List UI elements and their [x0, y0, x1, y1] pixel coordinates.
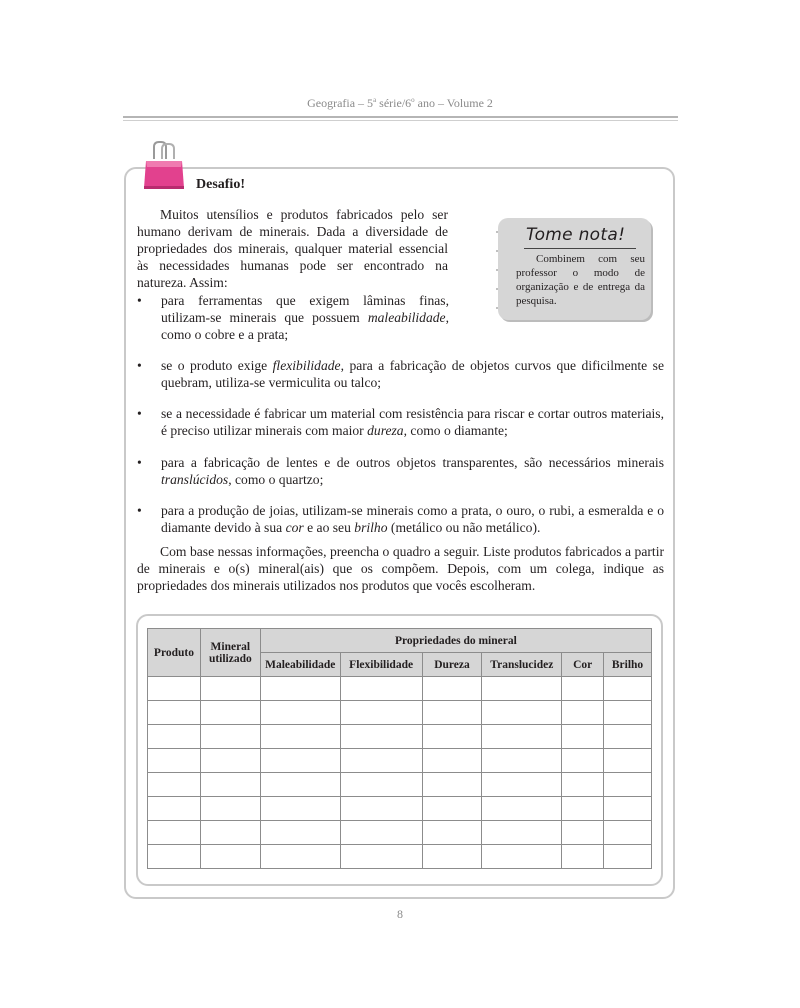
table-cell[interactable]: [562, 821, 604, 845]
table-cell[interactable]: [422, 701, 482, 725]
col-header-brilho: Brilho: [604, 653, 652, 677]
table-cell[interactable]: [148, 773, 201, 797]
table-cell[interactable]: [340, 749, 422, 773]
table-cell[interactable]: [148, 677, 201, 701]
table-cell[interactable]: [148, 749, 201, 773]
table-cell[interactable]: [482, 749, 562, 773]
table-cell[interactable]: [200, 821, 260, 845]
bullet-icon: •: [137, 358, 142, 373]
table-row: [148, 701, 652, 725]
note-card: [498, 218, 651, 320]
table-cell[interactable]: [482, 797, 562, 821]
table-cell[interactable]: [482, 725, 562, 749]
table-cell[interactable]: [340, 821, 422, 845]
col-header-produto: Produto: [148, 629, 201, 677]
table-cell[interactable]: [260, 725, 340, 749]
table-cell[interactable]: [260, 701, 340, 725]
table-cell[interactable]: [562, 749, 604, 773]
table-cell[interactable]: [482, 773, 562, 797]
table-cell[interactable]: [562, 797, 604, 821]
table-cell[interactable]: [260, 845, 340, 869]
note-body: Combinem com seu professor o modo de organização e de entrega da pesquisa.: [516, 253, 645, 307]
table-row: [148, 845, 652, 869]
table-cell[interactable]: [260, 797, 340, 821]
table-cell[interactable]: [422, 821, 482, 845]
table-cell[interactable]: [200, 677, 260, 701]
list-item: • para a produção de joias, utilizam-se minerais como a prata, o ouro, o rubi, a esmeralda e o diamante devido à sua cor e ao seu brilho (metálico ou não metálico).: [137, 503, 664, 535]
table-cell[interactable]: [482, 677, 562, 701]
table-cell[interactable]: [562, 701, 604, 725]
table-cell[interactable]: [340, 701, 422, 725]
properties-table: [147, 628, 652, 869]
table-row: [148, 749, 652, 773]
instructions-paragraph: Com base nessas informações, preencha o quadro a seguir. Liste produtos fabricados a partir de minerais e o(s) mineral(ais) que os compõem. Depois, com um colega, indique as propriedades dos minerais utilizados nos produtos que vocês escolheram.: [137, 544, 664, 593]
table-cell[interactable]: [148, 797, 201, 821]
table-cell[interactable]: [148, 821, 201, 845]
table-row: [148, 677, 652, 701]
list-item: • para ferramentas que exigem lâminas finas, utilizam-se minerais que possuem maleabilidade, como o cobre e a prata;: [137, 293, 449, 342]
table-cell[interactable]: [482, 845, 562, 869]
bullet-icon: •: [137, 503, 142, 518]
list-item: • se o produto exige flexibilidade, para a fabricação de objetos curvos que dificilmente se quebram, utiliza-se vermiculita ou talco;: [137, 358, 664, 390]
table-cell[interactable]: [482, 701, 562, 725]
table-cell[interactable]: [482, 821, 562, 845]
table-cell[interactable]: [200, 797, 260, 821]
table-cell[interactable]: [422, 725, 482, 749]
col-header-cor: Cor: [562, 653, 604, 677]
bullet-icon: •: [137, 455, 142, 470]
table-cell[interactable]: [200, 725, 260, 749]
table-cell[interactable]: [562, 677, 604, 701]
bullet-icon: •: [137, 406, 142, 421]
list-item: • para a fabricação de lentes e de outros objetos transparentes, são necessários minerais translúcidos, como o quartzo;: [137, 455, 664, 487]
table-cell[interactable]: [200, 845, 260, 869]
table-cell[interactable]: [604, 797, 652, 821]
col-header-maleabilidade: Maleabilidade: [260, 653, 340, 677]
col-header-dureza: Dureza: [422, 653, 482, 677]
bullet-icon: •: [137, 293, 142, 308]
table-row: [148, 797, 652, 821]
running-head: Geografia – 5$^a$ série/6$^o$ ano – Volume 2: [307, 96, 493, 110]
table-row: [148, 773, 652, 797]
table-cell[interactable]: [148, 845, 201, 869]
table-cell[interactable]: [148, 725, 201, 749]
table-cell[interactable]: [200, 701, 260, 725]
col-header-flexibilidade: Flexibilidade: [340, 653, 422, 677]
table-cell[interactable]: [562, 725, 604, 749]
table-cell[interactable]: [422, 677, 482, 701]
table-cell[interactable]: [604, 701, 652, 725]
group-header-propriedades: Propriedades do mineral: [260, 629, 651, 653]
table-cell[interactable]: [422, 845, 482, 869]
table-cell[interactable]: [604, 845, 652, 869]
table-cell[interactable]: [340, 797, 422, 821]
table-cell[interactable]: [260, 773, 340, 797]
section-heading: Desafio!: [196, 177, 245, 192]
table-cell[interactable]: [340, 725, 422, 749]
table-cell[interactable]: [148, 701, 201, 725]
table-cell[interactable]: [422, 749, 482, 773]
table-cell[interactable]: [604, 725, 652, 749]
table-cell[interactable]: [200, 749, 260, 773]
page-number: 8: [397, 907, 403, 921]
table-cell[interactable]: [200, 773, 260, 797]
table-cell[interactable]: [340, 773, 422, 797]
table-cell[interactable]: [260, 821, 340, 845]
binder-clip-icon: [140, 141, 188, 193]
table-row: [148, 821, 652, 845]
table-cell[interactable]: [562, 773, 604, 797]
note-title-underline: [524, 248, 636, 249]
table-cell[interactable]: [604, 821, 652, 845]
list-item: • se a necessidade é fabricar um material com resistência para riscar e cortar outros materiais, é preciso utilizar minerais com maior dureza, como o diamante;: [137, 406, 664, 438]
table-cell[interactable]: [422, 797, 482, 821]
table-cell[interactable]: [604, 773, 652, 797]
table-cell[interactable]: [422, 773, 482, 797]
col-header-translucidez: Translucidez: [482, 653, 562, 677]
header-rule-thin: [123, 120, 678, 121]
header-rule: [123, 116, 678, 118]
table-cell[interactable]: [604, 749, 652, 773]
table-cell[interactable]: [340, 677, 422, 701]
table-cell[interactable]: [260, 749, 340, 773]
table-cell[interactable]: [340, 845, 422, 869]
intro-paragraph: Muitos utensílios e produtos fabricados pelo ser humano derivam de minerais. Dada a diversidade de propriedades dos minerais, qualquer material essencial às necessidades humanas pode ser encontrado na natureza. Assim:: [137, 207, 448, 290]
table-row: [148, 725, 652, 749]
table-cell[interactable]: [260, 677, 340, 701]
table-cell[interactable]: [604, 677, 652, 701]
col-header-mineral: Mineral utilizado: [200, 629, 260, 677]
note-title: Tome nota!: [526, 225, 626, 245]
table-cell[interactable]: [562, 845, 604, 869]
